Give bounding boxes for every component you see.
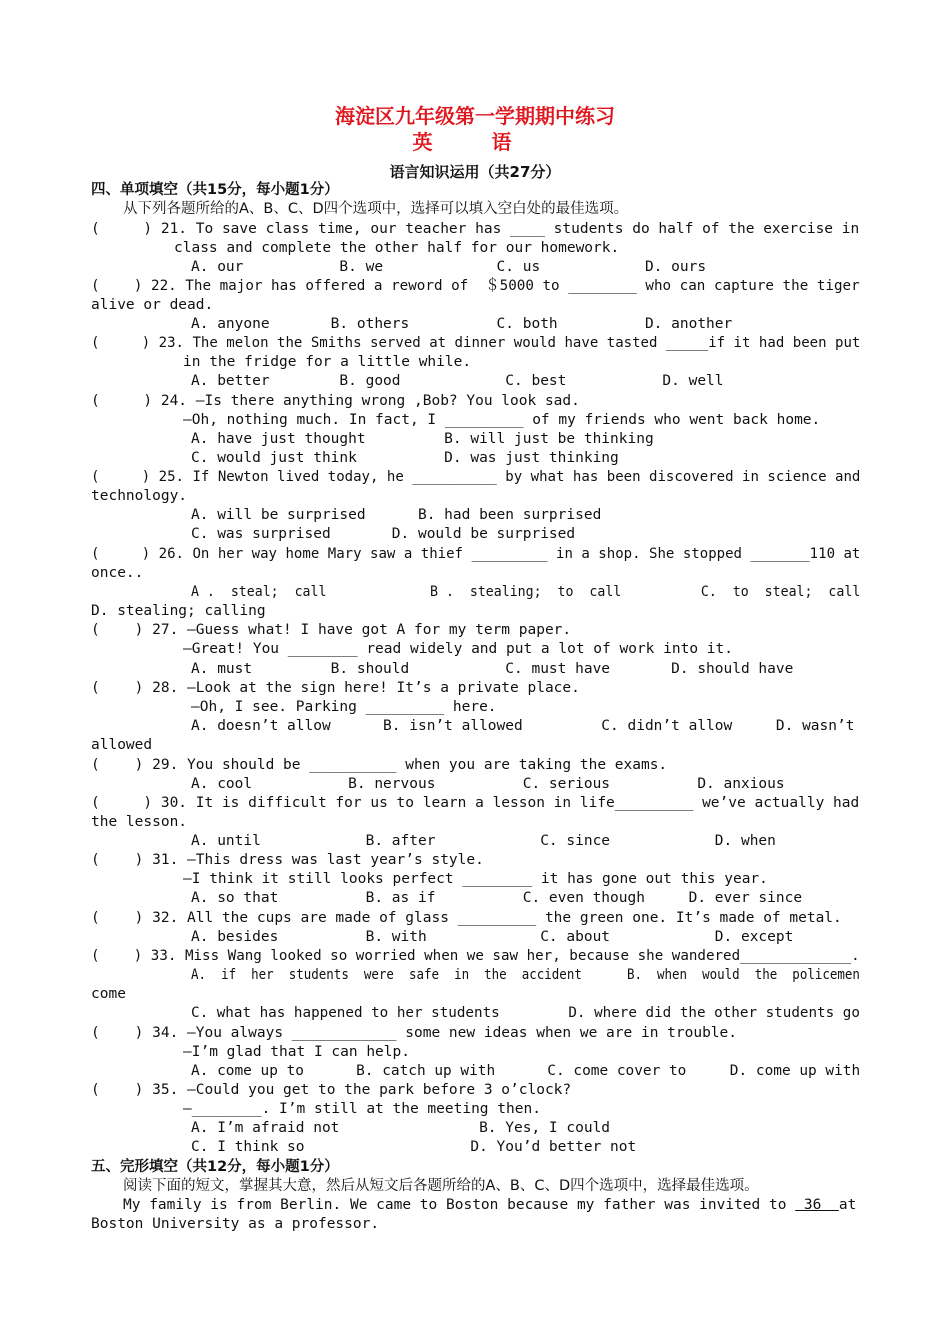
question-30-stem: ( ) 30. It is difficult for us to learn a lesson in life_________ we’ve actually had [91,795,860,811]
passage-line-1-text: My family is from Berlin. We came to Boston because my father was invited to [123,1197,796,1213]
question-33-stem: ( ) 33. Miss Wang looked so worried when we saw her, because she wandered_____________. [91,948,860,964]
exam-title: 海淀区九年级第一学期期中练习 [335,104,615,128]
question-25-options-cd: C. was surprised D. would be surprised [191,526,576,542]
blank-36: 36 [795,1197,839,1213]
subject-title: 英 语 [412,130,538,154]
passage-line-2: Boston University as a professor. [91,1216,380,1232]
question-35-stem: ( ) 35. —Could you get to the park before 3 o’clock? [91,1082,572,1098]
question-28-reply: —Oh, I see. Parking _________ here. [191,699,497,715]
question-31-stem: ( ) 31. —This dress was last year’s style. [91,852,484,868]
question-25-options-ab: A. will be surprised B. had been surprised [191,507,602,523]
question-25-stem-cont: technology. [91,488,188,504]
question-34-options: A. come up to B. catch up with C. come cover to D. come up with [191,1063,861,1079]
section5-heading: 五、完形填空（共12分，每小题1分） [91,1159,339,1175]
question-22-stem: ( ) 22. The major has offered a reword of ＄5000 to ________ who can capture the tiger [91,278,860,294]
question-28-options-cont: allowed [91,737,153,753]
question-25-stem: ( ) 25. If Newton lived today, he __________ by what has been discovered in science and [91,469,861,485]
question-33-options-ab-cont: come [91,986,126,1002]
question-27-stem: ( ) 27. —Guess what! I have got A for my term paper. [91,622,572,638]
question-34-reply: —I’m glad that I can help. [183,1044,410,1060]
question-21-stem-cont: class and complete the other half for our homework. [174,240,620,256]
question-35-options-ab: A. I’m afraid not B. Yes, I could [191,1120,611,1136]
question-26-stem: ( ) 26. On her way home Mary saw a thief _________ in a shop. She stopped _______110 at [91,546,861,562]
question-28-stem: ( ) 28. —Look at the sign here! It’s a private place. [91,680,580,696]
question-34-stem: ( ) 34. —You always ____________ some new ideas when we are in trouble. [91,1025,738,1041]
question-30-stem-cont: the lesson. [91,814,188,830]
section5-instruction: 阅读下面的短文，掌握其大意，然后从短文后各题所给的A、B、C、D四个选项中，选择最佳选项。 [123,1178,759,1194]
question-22-stem-cont: alive or dead. [91,297,214,313]
question-23-options: A. better B. good C. best D. well [191,373,724,389]
question-21-stem: ( ) 21. To save class time, our teacher has ____ students do half of the exercise in [91,221,860,237]
question-28-options: A. doesn’t allow B. isn’t allowed C. didn’t allow D. wasn’t [191,718,855,734]
question-23-stem-cont: in the fridge for a little while. [183,354,472,370]
question-33-options-cd: C. what has happened to her students D. where did the other students go [191,1005,860,1021]
passage-line-1-end: at [838,1197,857,1213]
question-35-reply: —________. I’m still at the meeting then. [183,1101,541,1117]
section4-instruction: 从下列各题所给的A、B、C、D四个选项中，选择可以填入空白处的最佳选项。 [123,201,629,217]
question-32-options: A. besides B. with C. about D. except [191,929,794,945]
question-32-stem: ( ) 32. All the cups are made of glass _________ the green one. It’s made of metal. [91,910,842,926]
question-35-options-cd: C. I think so D. You’d better not [191,1139,637,1155]
question-29-options: A. cool B. nervous C. serious D. anxious [191,776,785,792]
question-24-stem: ( ) 24. —Is there anything wrong ,Bob? You look sad. [91,393,580,409]
question-26-options-d: D. stealing; calling [91,603,266,619]
question-24-options-ab: A. have just thought B. will just be thinking [191,431,654,447]
question-31-options: A. so that B. as if C. even though D. ever since [191,890,803,906]
passage-line-1 [123,1196,856,1215]
question-27-options: A. must B. should C. must have D. should have [191,661,794,677]
part-title: 语言知识运用（共27分） [389,163,561,181]
question-24-reply: —Oh, nothing much. In fact, I _________ of my friends who went back home. [183,412,821,428]
question-29-stem: ( ) 29. You should be __________ when you are taking the exams. [91,757,668,773]
question-23-stem: ( ) 23. The melon the Smiths served at dinner would have tasted _____if it had been put [91,335,861,351]
question-26-options-abc: A . steal; call B . stealing; to call C. to steal; call [191,584,861,600]
question-31-reply: —I think it still looks perfect ________ it has gone out this year. [183,871,768,887]
question-27-reply: —Great! You ________ read widely and put a lot of work into it. [183,641,733,657]
section4-heading: 四、单项填空（共15分，每小题1分） [91,182,339,198]
question-26-stem-cont: once.. [91,565,144,581]
question-21-options: A. our B. we C. us D. ours [191,259,707,275]
question-24-options-cd: C. would just think D. was just thinking [191,450,619,466]
question-22-options: A. anyone B. others C. both D. another [191,316,733,332]
question-33-options-ab: A. if her students were safe in the accident B. when would the policemen [191,967,860,983]
question-30-options: A. until B. after C. since D. when [191,833,776,849]
